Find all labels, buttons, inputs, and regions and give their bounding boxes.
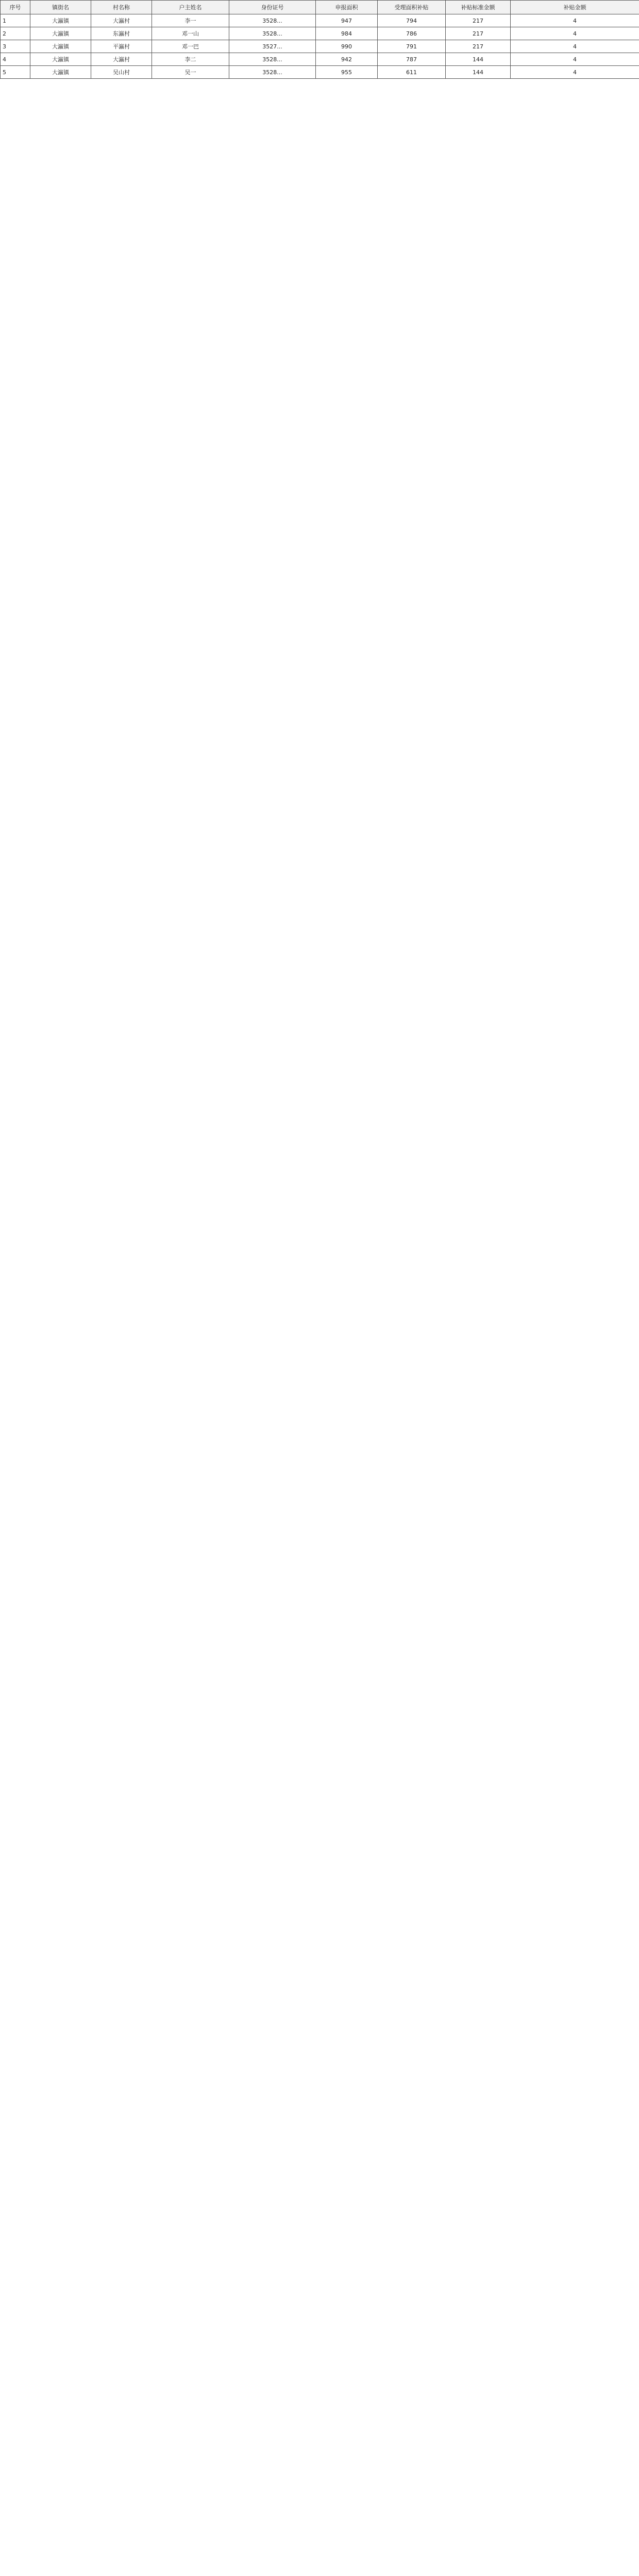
table-cell: 邓一山 — [152, 27, 229, 40]
table-row — [1, 27, 639, 40]
table-cell: 平瀛村 — [91, 40, 152, 53]
table-cell: 东瀛村 — [91, 27, 152, 40]
table-cell: 791 — [378, 40, 446, 53]
table-cell: 李一 — [152, 14, 229, 27]
table-cell: 955 — [316, 66, 378, 79]
table-cell: 大瀛村 — [91, 53, 152, 66]
table-cell: 3528... — [229, 14, 316, 27]
table-cell: 大瀛镇 — [30, 53, 91, 66]
table-cell: 217 — [446, 27, 511, 40]
table-cell: 大瀛村 — [91, 14, 152, 27]
table-cell: 3527... — [229, 40, 316, 53]
table-cell: 942 — [316, 53, 378, 66]
header-cell: 补贴标准金额 — [446, 1, 511, 14]
table-cell: 4 — [511, 27, 639, 40]
table-cell: 大瀛镇 — [30, 27, 91, 40]
table-cell: 吴山村 — [91, 66, 152, 79]
table-cell: 5 — [1, 66, 30, 79]
header-cell: 申报面积 — [316, 1, 378, 14]
header-cell: 镇街名 — [30, 1, 91, 14]
table-cell: 611 — [378, 66, 446, 79]
table-cell: 4 — [1, 53, 30, 66]
header-cell: 村名称 — [91, 1, 152, 14]
table-cell: 邓一巴 — [152, 40, 229, 53]
header-cell: 受理面积补贴 — [378, 1, 446, 14]
table-cell: 2 — [1, 27, 30, 40]
table-cell: 794 — [378, 14, 446, 27]
table-cell: 大瀛镇 — [30, 14, 91, 27]
table-cell: 984 — [316, 27, 378, 40]
table-cell: 217 — [446, 40, 511, 53]
table-cell: 李二 — [152, 53, 229, 66]
table-body — [1, 14, 639, 79]
table-cell: 1 — [1, 14, 30, 27]
header-cell: 补贴金额 — [511, 1, 639, 14]
table-cell: 4 — [511, 66, 639, 79]
table-cell: 786 — [378, 27, 446, 40]
table-cell: 3528... — [229, 27, 316, 40]
table-cell: 3528... — [229, 53, 316, 66]
table-cell: 4 — [511, 14, 639, 27]
table-row — [1, 14, 639, 27]
data-table — [0, 0, 639, 79]
table-cell: 大瀛镇 — [30, 40, 91, 53]
table-cell: 947 — [316, 14, 378, 27]
table-row — [1, 66, 639, 79]
table-cell: 4 — [511, 53, 639, 66]
table-cell: 3528... — [229, 66, 316, 79]
table-cell: 144 — [446, 53, 511, 66]
table-row — [1, 40, 639, 53]
table-cell: 大瀛镇 — [30, 66, 91, 79]
spreadsheet — [0, 0, 639, 79]
table-cell: 144 — [446, 66, 511, 79]
table-cell: 4 — [511, 40, 639, 53]
header-row — [1, 1, 639, 14]
table-cell: 990 — [316, 40, 378, 53]
table-cell: 3 — [1, 40, 30, 53]
table-cell: 787 — [378, 53, 446, 66]
header-cell: 序号 — [1, 1, 30, 14]
table-cell: 217 — [446, 14, 511, 27]
header-cell: 身份证号 — [229, 1, 316, 14]
table-row — [1, 53, 639, 66]
header-cell: 户主姓名 — [152, 1, 229, 14]
table-cell: 吴一 — [152, 66, 229, 79]
